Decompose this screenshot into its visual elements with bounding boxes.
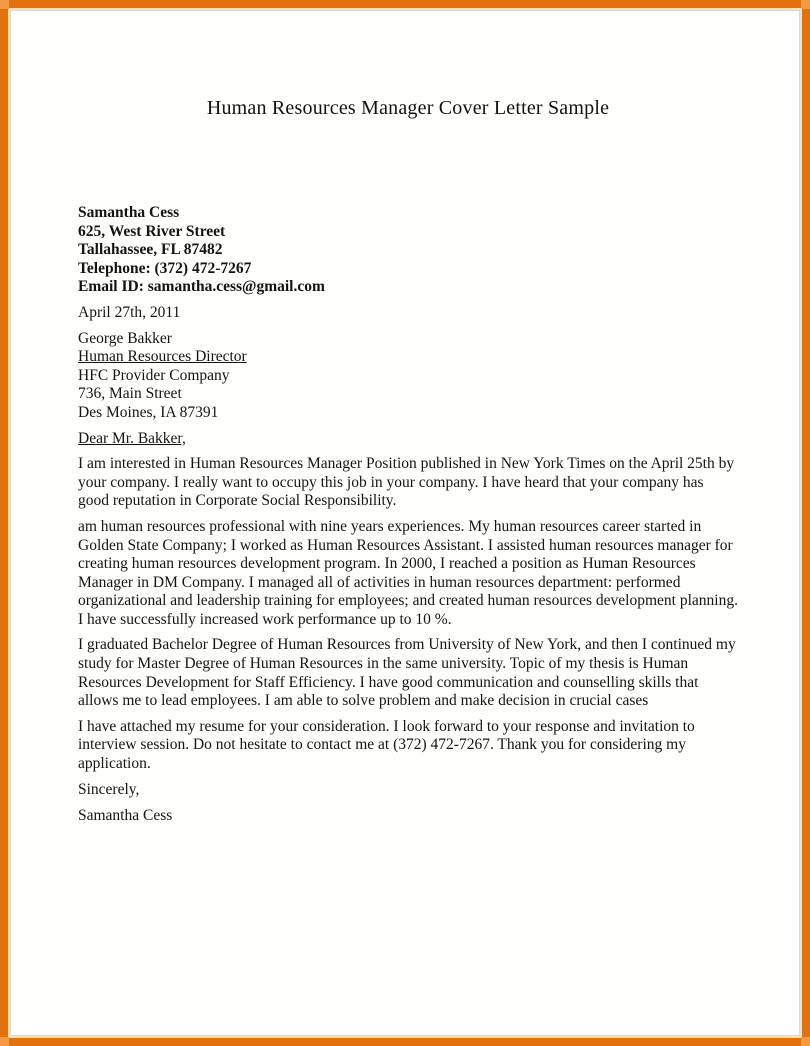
cover-letter-body xyxy=(78,204,738,826)
page-title: Human Resources Manager Cover Letter Sample xyxy=(206,97,610,119)
paragraph-closing-request: I have attached my resume for your consideration. I look forward to your response and invitation to interview session. Do not hesitate to contact me at (372) 472-7267. Thank you for considering my application. xyxy=(78,717,695,773)
sender-city-state-zip: Tallahassee, FL 87482 xyxy=(78,241,223,259)
closing-line: Sincerely, xyxy=(78,780,140,798)
letter-content xyxy=(78,8,738,1038)
sender-email: Email ID: samantha.cess@gmail.com xyxy=(78,278,325,296)
frame-corner-bottom-left xyxy=(0,1037,9,1046)
paragraph-introduction: I am interested in Human Resources Manager Position published in New York Times on the April 25th by your company. I really want to occupy this job in your company. I have heard that your company has good reputation in Corporate Social Responsibility. xyxy=(78,455,735,510)
sender-address-block xyxy=(78,204,738,297)
paragraph-experience: am human resources professional with nine years experiences. My human resources career started in Golden State Company; I worked as Human Resources Assistant. I assisted human resources manager for creating human resources development program. In 2000, I reached a position as Human Resources Manager in DM Company. I managed all of activities in human resources department: performed organizational and leadership training for employees; and created human resources development planning. I have successfully increased work performance up to 10 %. xyxy=(78,517,738,628)
recipient-company: HFC Provider Company xyxy=(78,366,230,384)
recipient-job-title: Human Resources Director xyxy=(78,348,247,366)
letter-date: April 27th, 2011 xyxy=(78,303,181,321)
recipient-street: 736, Main Street xyxy=(78,385,182,403)
frame-corner-top-left xyxy=(0,0,9,9)
sender-name: Samantha Cess xyxy=(78,204,180,221)
frame-corner-bottom-right xyxy=(801,1037,810,1046)
sender-street: 625, West River Street xyxy=(78,222,226,240)
salutation-text: Dear Mr. Bakker, xyxy=(78,429,186,447)
recipient-city-state-zip: Des Moines, IA 87391 xyxy=(78,403,219,421)
signature-name: Samantha Cess xyxy=(78,807,173,825)
recipient-name: George Bakker xyxy=(78,329,172,347)
recipient-address-block xyxy=(78,330,738,423)
salutation-line xyxy=(78,430,738,449)
sender-telephone: Telephone: (372) 472-7267 xyxy=(78,259,252,277)
frame-corner-top-right xyxy=(801,0,810,9)
paragraph-education: I graduated Bachelor Degree of Human Resources from University of New York, and then I continued my study for Master Degree of Human Resources in the same university. Topic of my thesis is Human Resources Development for Staff Efficiency. I have good communication and counselling skills that allows me to lead employees. I am able to solve problem and make decision in crucial cases xyxy=(78,636,736,710)
